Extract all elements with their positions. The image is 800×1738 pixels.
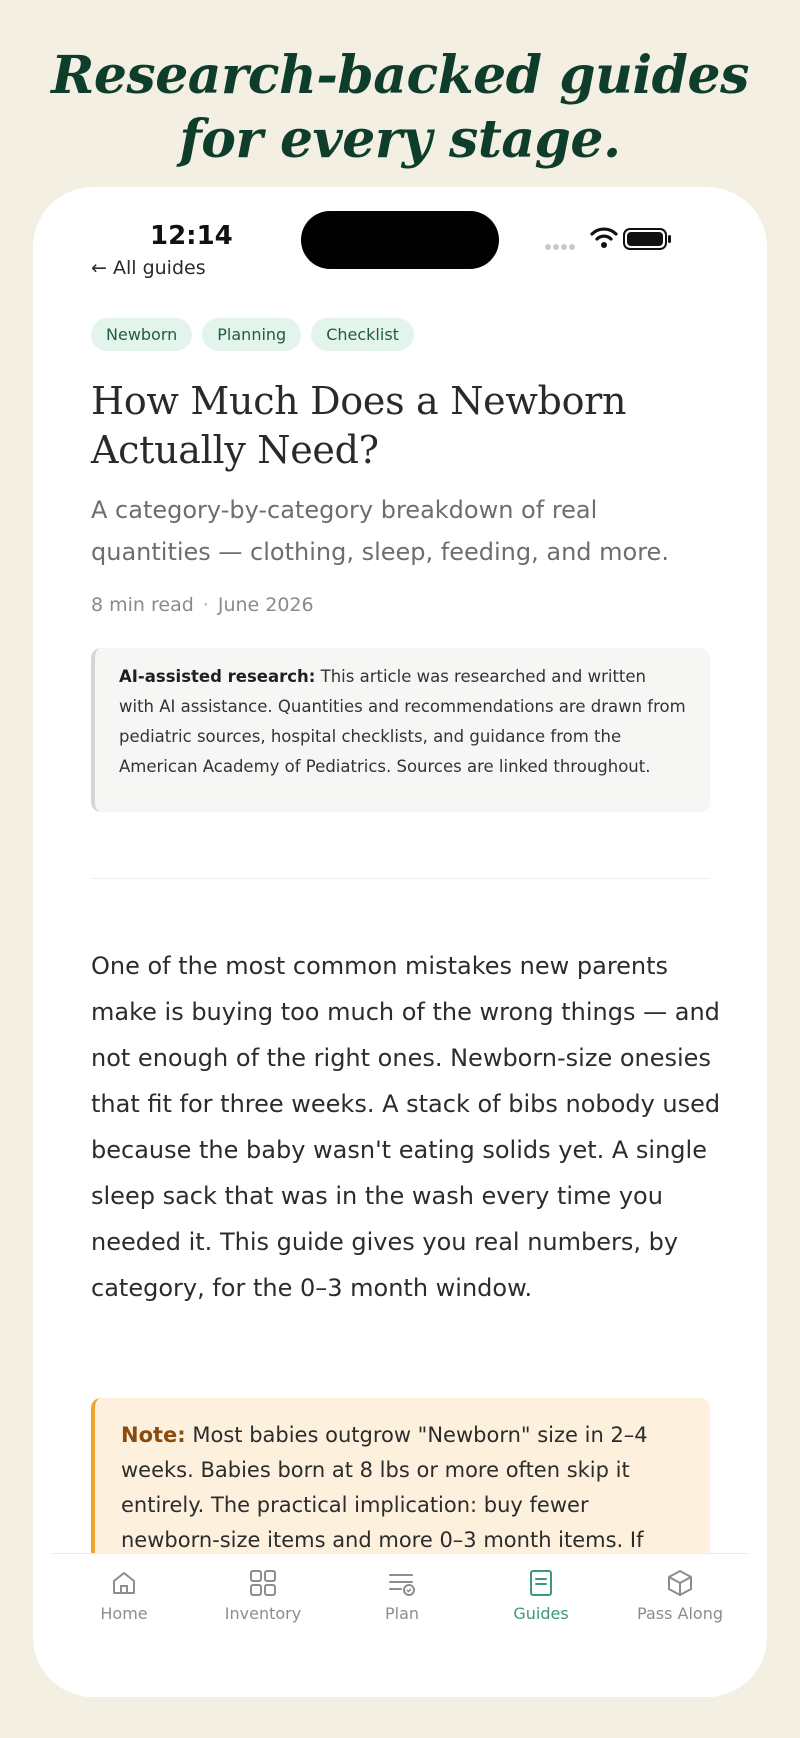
article-title: How Much Does a Newborn Actually Need? bbox=[91, 379, 627, 472]
note-label: Note: bbox=[121, 1423, 186, 1447]
ai-notice bbox=[91, 648, 710, 812]
tab-pass-along-label: Pass Along bbox=[637, 1604, 723, 1623]
promo-headline-line1: Research-backed guides bbox=[51, 45, 749, 106]
tag-planning[interactable]: Planning bbox=[202, 318, 301, 351]
tab-home[interactable] bbox=[64, 1568, 184, 1623]
list-check-icon bbox=[387, 1568, 417, 1598]
status-time: 12:14 bbox=[150, 221, 233, 251]
tag-checklist[interactable]: Checklist bbox=[311, 318, 414, 351]
divider bbox=[91, 878, 710, 879]
tab-inventory-label: Inventory bbox=[224, 1604, 302, 1623]
tag-newborn[interactable]: Newborn bbox=[91, 318, 192, 351]
article-meta: 8 min read · June 2026 bbox=[91, 594, 314, 616]
tab-guides[interactable] bbox=[481, 1568, 601, 1623]
ai-notice-label: AI-assisted research: bbox=[119, 667, 316, 686]
back-label: All guides bbox=[112, 257, 206, 279]
home-icon bbox=[109, 1568, 139, 1598]
tab-pass-along[interactable] bbox=[620, 1568, 740, 1623]
dynamic-island bbox=[301, 211, 499, 269]
note-text: Most babies outgrow "Newborn" size in 2–4 weeks. Babies born at 8 lbs or more often skip it entirely. The practical implication: buy fewer newborn-size items and more 0–3 month items. If bbox=[121, 1423, 648, 1552]
status-icons bbox=[545, 227, 725, 249]
article-intro: One of the most common mistakes new parents make is buying too much of the wrong things — and not enough of the right ones. Newborn-size onesies that fit for three weeks. A stack of bibs nobody used because the baby wasn't eating solids yet. A single sleep sack that was in the wash every time you needed it. This guide gives you real numbers, by category, for the 0–3 month window. bbox=[91, 952, 721, 1302]
promo-headline-line2: for every stage. bbox=[179, 109, 621, 170]
read-time: 8 min read bbox=[91, 594, 194, 616]
back-link[interactable] bbox=[91, 257, 206, 279]
arrow-left-icon: ← bbox=[91, 257, 107, 279]
tab-home-label: Home bbox=[100, 1604, 148, 1623]
battery-icon bbox=[623, 227, 673, 251]
promo-headline bbox=[0, 44, 800, 172]
tab-plan[interactable] bbox=[342, 1568, 462, 1623]
box-icon bbox=[665, 1568, 695, 1598]
tab-plan-label: Plan bbox=[384, 1604, 420, 1623]
ai-notice-text: This article was researched and written with AI assistance. Quantities and recommendations are drawn from pediatric sources, hospital checklists, and guidance from the American Academy of Pediatrics. Sources are linked throughout. bbox=[119, 667, 686, 776]
grid-icon bbox=[248, 1568, 278, 1598]
tag-list bbox=[91, 318, 414, 351]
tab-inventory[interactable] bbox=[203, 1568, 323, 1623]
tab-bar bbox=[51, 1553, 749, 1697]
tab-guides-label: Guides bbox=[513, 1604, 569, 1623]
document-icon bbox=[526, 1568, 556, 1598]
signal-icon bbox=[545, 235, 577, 254]
wifi-icon bbox=[589, 225, 619, 249]
publish-date: June 2026 bbox=[217, 594, 314, 616]
phone-frame bbox=[33, 187, 767, 1697]
article-subtitle: A category-by-category breakdown of real quantities — clothing, sleep, feeding, and more. bbox=[91, 496, 669, 566]
